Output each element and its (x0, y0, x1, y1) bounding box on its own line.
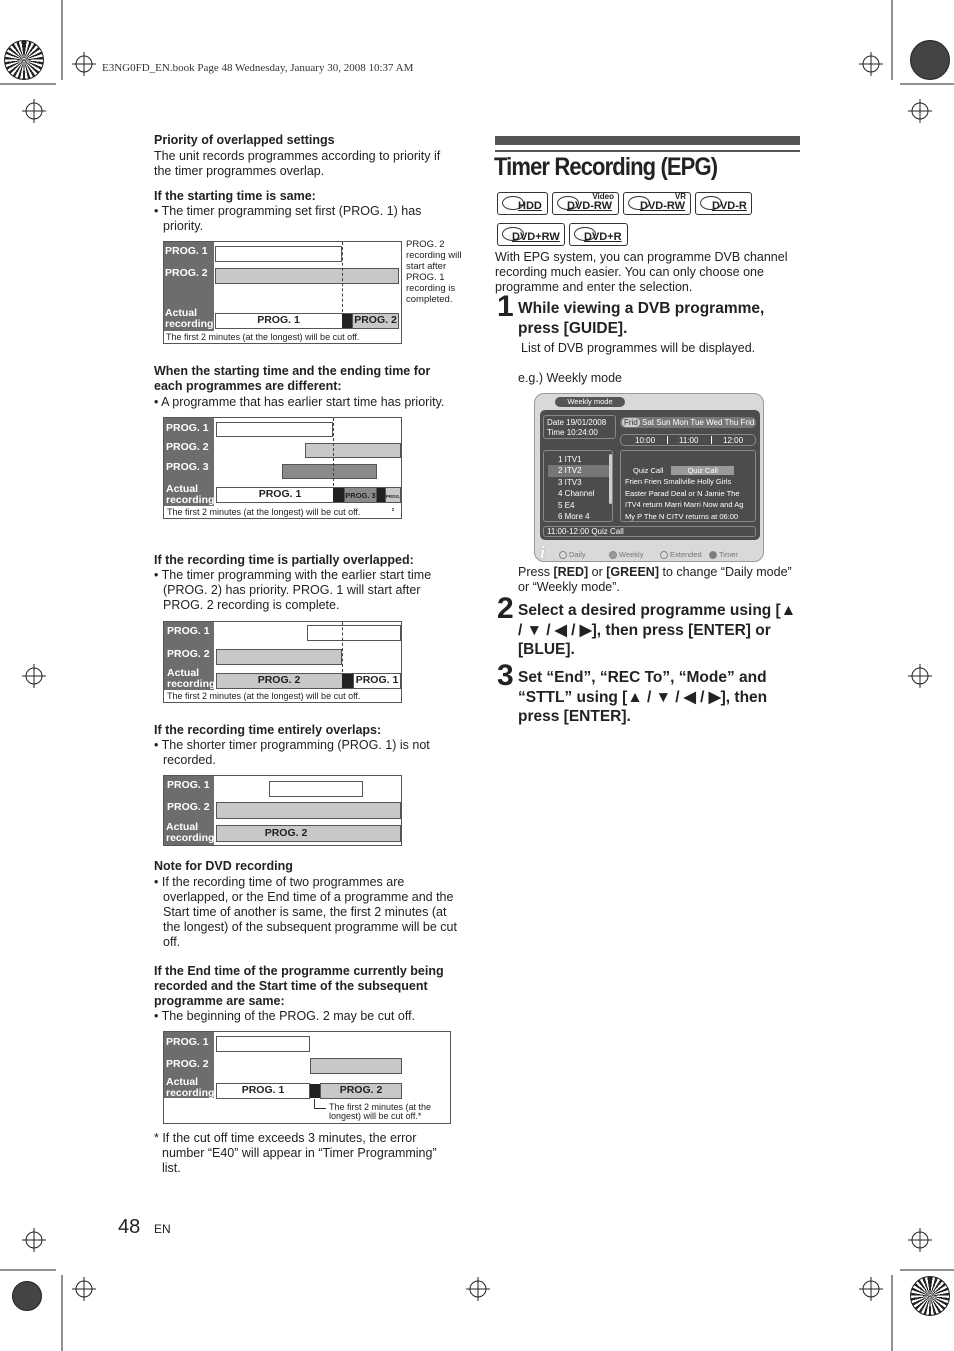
s1-heading: If the starting time is same: (154, 189, 316, 203)
s6-heading: If the End time of the programme currently being recorded and the Start time of the subsequent programme are same: (154, 964, 444, 1008)
dvd-rw-vr-disc-icon (623, 192, 691, 215)
step1-text: While viewing a DVB programme, press [GUIDE]. (518, 300, 765, 337)
epg-channel[interactable]: 6 More 4 (558, 512, 590, 522)
priority-text: The unit records programmes according to priority if the timer programmes overlap. (154, 149, 441, 178)
s1-label-actual: Actual recording (165, 307, 214, 330)
yellow-button-icon[interactable] (660, 551, 668, 559)
epg-time-label: 11:00 (679, 436, 699, 445)
epg-color-buttons (559, 550, 759, 560)
s1-side-note: PROG. 2 recording will start after PROG. 1 recording is completed. (406, 239, 462, 305)
epg-channel[interactable]: 4 Channel (558, 489, 595, 499)
priority-title: Priority of overlapped settings (154, 133, 335, 147)
epg-day[interactable]: Frid (740, 418, 755, 427)
s5-bullet: • If the recording time of two programmes are overlapped, or the End time of a programme and the Start time of another is same, the first 2 minutes (at the longest) of the subsequent programme will be cut off. (154, 875, 457, 949)
epg-info-bar: 11:00-12:00 Quiz Call (543, 526, 756, 537)
epg-day[interactable]: Tue (690, 418, 704, 427)
s3-label-prog2: PROG. 2 (167, 648, 210, 660)
s2-label-prog2: PROG. 2 (166, 441, 209, 453)
s3-bar-prog2: PROG. 2 (257, 674, 301, 686)
epg-programme[interactable]: Quiz Call (633, 466, 664, 475)
epg-date: Date 19/01/2008 (547, 418, 607, 427)
disc-label: HDD (518, 200, 542, 212)
s2-label-prog1: PROG. 1 (166, 422, 209, 434)
s3-label-actual: Actual recording (167, 667, 216, 690)
step1-sub: List of DVB programmes will be displayed. (521, 341, 756, 355)
disc-label: DVD-RW (640, 200, 686, 212)
epg-day[interactable]: Thu (724, 418, 739, 427)
s2-bar-prog2: PROG. 2 (385, 494, 401, 512)
s4-label-prog1: PROG. 1 (167, 779, 210, 791)
step2-text: Select a desired programme using [▲ / ▼ / ◀ / ▶], then press [ENTER] or [BLUE]. (518, 602, 797, 658)
epg-time-label: 12:00 (723, 436, 744, 445)
epg-channel[interactable]: 5 E4 (558, 500, 575, 510)
epg-datetime (543, 415, 616, 439)
intro-text: With EPG system, you can programme DVB channel recording much easier. You can only choose one programme and enter the selection. (495, 250, 788, 294)
disc-label: DVD+R (584, 231, 622, 243)
page-title: Timer Recording (EPG) (494, 153, 718, 181)
s4-bar-prog2: PROG. 2 (264, 827, 308, 839)
epg-day[interactable]: Wed (706, 418, 723, 427)
s1-caption: The first 2 minutes (at the longest) will be cut off. (166, 332, 360, 342)
epg-programme-row[interactable]: My P The N CITV returns at 06:00 (625, 511, 739, 521)
footnote: * If the cut off time exceeds 3 minutes, the error number “E40” will appear in “Timer Programming” list. (154, 1131, 437, 1175)
epg-scrollbar[interactable] (609, 454, 612, 504)
s1-bar-prog2: PROG. 2 (354, 314, 397, 326)
disc-label: DVD-R (712, 200, 747, 212)
epg-day-strip[interactable] (620, 417, 756, 428)
epg-channel[interactable]: 1 ITV1 (558, 455, 582, 464)
s4-label-actual: Actual recording (166, 821, 215, 844)
epg-screen (534, 393, 764, 562)
step1-number: 1 (497, 290, 514, 323)
epg-time-ruler (620, 434, 756, 446)
s2-label-actual: Actual recording (166, 483, 215, 506)
epg-day[interactable]: Sat (642, 418, 655, 427)
green-key: [GREEN] (606, 565, 659, 579)
dvd-plus-rw-disc-icon (497, 223, 565, 246)
green-button-icon[interactable] (609, 551, 617, 559)
s4-heading: If the recording time entirely overlaps: (154, 723, 382, 737)
s2-label-prog3: PROG. 3 (166, 461, 209, 473)
epg-programme-row[interactable]: Frien Frien Smallville Holly Girls (625, 477, 732, 487)
s6-label-prog1: PROG. 1 (166, 1036, 209, 1048)
title-bar (495, 136, 800, 145)
s4-bullet: • The shorter timer programming (PROG. 1) is not recorded. (154, 738, 430, 767)
press-note-post: to change “Daily mode” or “Weekly mode”. (518, 565, 792, 594)
disc-sup: VR (674, 192, 686, 201)
epg-channel-list[interactable] (543, 450, 613, 522)
epg-time: Time 10:24:00 (547, 428, 598, 437)
epg-grid[interactable] (620, 450, 756, 522)
epg-programme-row[interactable]: Easter Parad Deal or N Jamie The (625, 488, 740, 498)
dvd-r-disc-icon (695, 192, 752, 215)
epg-panel (540, 410, 760, 540)
s6-label-actual: Actual recording (166, 1076, 215, 1099)
disc-sup: Video (592, 192, 614, 201)
s1-label-prog2: PROG. 2 (165, 267, 208, 279)
book-header: E3NG0FD_EN.book Page 48 Wednesday, January 30, 2008 10:37 AM (102, 62, 414, 74)
press-note-pre: Press (518, 565, 554, 579)
s4-diagram (163, 775, 402, 846)
weekly-label: Weekly (619, 550, 644, 559)
epg-time-label: 10:00 (635, 436, 656, 445)
s3-caption: The first 2 minutes (at the longest) will be cut off. (167, 691, 361, 701)
s3-bullet: • The timer programming with the earlier start time (PROG. 2) has priority. PROG. 1 will start after PROG. 2 recording is complete. (154, 568, 432, 612)
epg-day[interactable]: Mon (672, 418, 689, 427)
s2-heading: When the starting time and the ending time for each programmes are different: (154, 364, 431, 393)
s3-label-prog1: PROG. 1 (167, 625, 210, 637)
blue-button-icon[interactable] (709, 551, 717, 559)
s6-bullet: • The beginning of the PROG. 2 may be cut off. (154, 1009, 416, 1023)
s6-bar-prog2: PROG. 2 (339, 1084, 383, 1096)
s1-diagram (163, 241, 402, 344)
dvd-rw-video-disc-icon (552, 192, 619, 215)
epg-day[interactable]: Sun (656, 418, 671, 427)
s4-label-prog2: PROG. 2 (167, 801, 210, 813)
s1-bar-prog1: PROG. 1 (257, 314, 300, 326)
s2-bar-prog3: PROG. 3 (345, 491, 376, 500)
step3-number: 3 (497, 659, 514, 692)
hdd-disc-icon (497, 192, 548, 215)
s1-bullet: • The timer programming set first (PROG. 1) has priority. (154, 204, 422, 233)
epg-programme-row[interactable]: ITV4 return Marri Marri Now and Ag (625, 500, 744, 510)
daily-label: Daily (569, 550, 586, 559)
s3-bar-prog1: PROG. 1 (355, 674, 399, 686)
step2-number: 2 (497, 592, 514, 625)
epg-programme-selected[interactable]: Quiz Call (671, 466, 733, 475)
info-icon: i (540, 542, 546, 562)
s6-bar-prog1: PROG. 1 (241, 1084, 285, 1096)
s2-bullet: • A programme that has earlier start time has priority. (154, 395, 445, 409)
press-note-or: or (588, 565, 607, 579)
red-button-icon[interactable] (559, 551, 567, 559)
s3-heading: If the recording time is partially overlapped: (154, 553, 414, 567)
epg-channel[interactable]: 3 ITV3 (558, 477, 582, 487)
disc-label: DVD-RW (567, 200, 613, 212)
timer-label: Timer (719, 550, 738, 559)
s6-label-prog2: PROG. 2 (166, 1058, 209, 1070)
s2-caption: The first 2 minutes (at the longest) will be cut off. (167, 507, 361, 517)
s5-heading: Note for DVD recording (154, 859, 293, 873)
disc-label: DVD+RW (512, 231, 560, 243)
s6-diagram (163, 1031, 451, 1124)
red-key: [RED] (553, 565, 589, 579)
s1-label-prog1: PROG. 1 (165, 245, 208, 257)
title-rule (495, 150, 800, 152)
press-note (518, 565, 802, 595)
epg-channel-selected[interactable]: 2 ITV2 (548, 465, 612, 476)
s6-caption: The first 2 minutes (at the longest) will be cut off.* (329, 1102, 432, 1121)
page-number: 48 (118, 1216, 141, 1238)
epg-day-selected[interactable]: Frid (624, 418, 638, 427)
step1-eg: e.g.) Weekly mode (518, 371, 622, 385)
s3-diagram (163, 621, 402, 703)
epg-mode-tab: Weekly mode (555, 397, 625, 407)
s2-diagram (163, 417, 402, 519)
extended-label: Extended (670, 550, 702, 559)
language-code: EN (154, 1222, 171, 1236)
dvd-plus-r-disc-icon (569, 223, 628, 246)
step3-text: Set “End”, “REC To”, “Mode” and “STTL” using [▲ / ▼ / ◀ / ▶], then press [ENTER]. (518, 669, 768, 725)
s2-bar-prog1: PROG. 1 (258, 488, 302, 500)
